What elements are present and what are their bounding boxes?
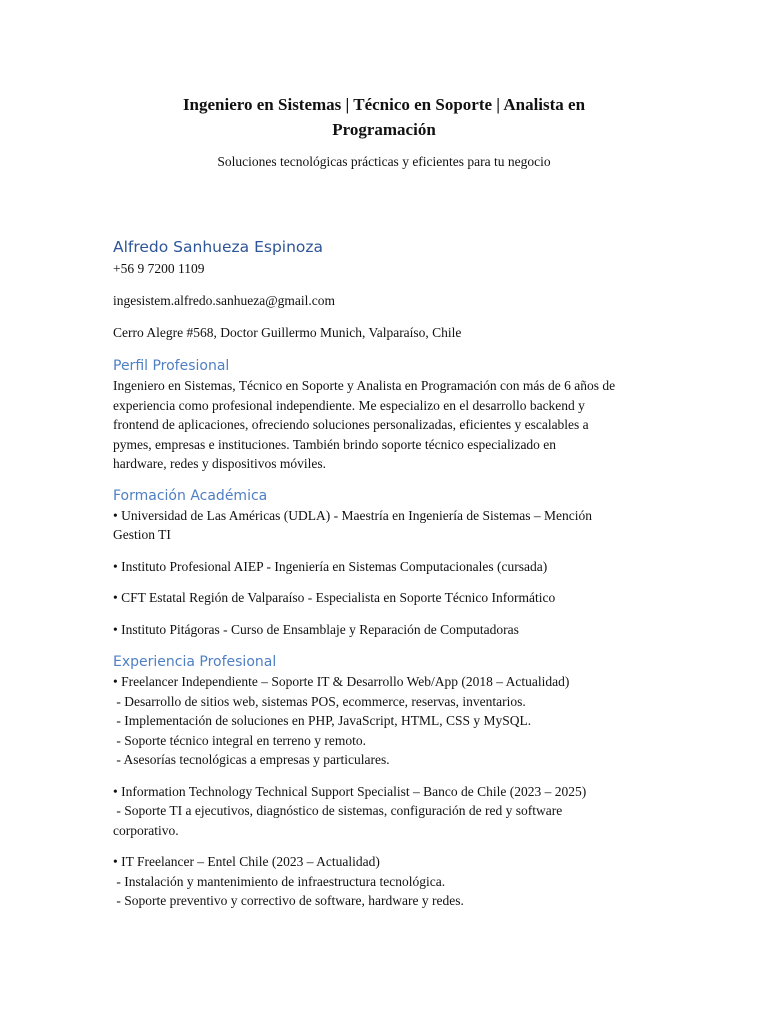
email-address: ingesistem.alfredo.sanhueza@gmail.com [113,293,335,308]
job-title: • Information Technology Technical Support Specialist – Banco de Chile (2023 – 2025) [113,783,587,799]
job-detail: corporativo. [113,822,179,838]
job-detail: - Soporte técnico integral en terreno y remoto. [113,732,367,748]
title-line-2: Programación [332,120,436,139]
education-item [113,506,658,545]
resume-body [113,236,658,911]
job-detail: - Soporte preventivo y correctivo de software, hardware y redes. [113,893,464,908]
experience-list [113,672,658,911]
education-item-line: • Instituto Pitágoras - Curso de Ensamblaje y Reparación de Computadoras [113,621,519,637]
job-detail: - Instalación y mantenimiento de infraestructura tecnológica. [113,873,446,889]
experience-heading: Experiencia Profesional [113,654,277,670]
experience-job [113,782,658,841]
job-title: • Freelancer Independiente – Soporte IT & Desarrollo Web/App (2018 – Actualidad) [113,674,570,689]
education-item-line: • CFT Estatal Región de Valparaíso - Especialista en Soporte Técnico Informático [113,590,556,605]
profile-line: pymes, empresas e instituciones. También brindo soporte técnico especializado en [113,436,557,452]
profile-paragraph [113,376,658,474]
education-item [113,557,658,577]
education-list [113,506,658,640]
document-title [130,92,638,142]
education-heading: Formación Académica [113,487,268,504]
education-item [113,620,658,640]
postal-address: Cerro Alegre #568, Doctor Guillermo Munich, Valparaíso, Chile [113,325,462,340]
education-item-line: • Universidad de Las Américas (UDLA) - Maestría en Ingeniería de Sistemas – Mención [113,507,592,523]
candidate-name: Alfredo Sanhueza Espinoza [113,238,324,256]
job-detail: - Implementación de soluciones en PHP, JavaScript, HTML, CSS y MySQL. [113,713,532,728]
education-item-line: Gestion TI [113,527,171,542]
title-line-1: Ingeniero en Sistemas | Técnico en Soporte | Analista en [182,95,586,114]
job-detail: - Soporte TI a ejecutivos, diagnóstico de sistemas, configuración de red y software [113,803,563,818]
profile-line: hardware, redes y dispositivos móviles. [113,456,326,471]
job-detail: - Desarrollo de sitios web, sistemas POS, ecommerce, reservas, inventarios. [113,693,526,709]
document-subtitle: Soluciones tecnológicas prácticas y eficientes para tu negocio [217,154,551,169]
experience-job [113,852,658,911]
education-item-line: • Instituto Profesional AIEP - Ingeniería en Sistemas Computacionales (cursada) [113,558,548,574]
job-detail: - Asesorías tecnológicas a empresas y particulares. [113,752,390,767]
profile-line: Ingeniero en Sistemas, Técnico en Soporte y Analista en Programación con más de 6 años de [113,378,616,393]
experience-job [113,672,658,770]
job-title: • IT Freelancer – Entel Chile (2023 – Actualidad) [113,854,380,869]
profile-line: experiencia como profesional independiente. Me especializo en el desarrollo backend y [113,397,585,413]
profile-line: frontend de aplicaciones, ofreciendo soluciones personalizadas, eficientes y escalables a [113,417,589,432]
education-item [113,588,658,608]
phone-number: +56 9 7200 1109 [113,261,205,276]
profile-heading: Perfil Profesional [113,358,230,374]
